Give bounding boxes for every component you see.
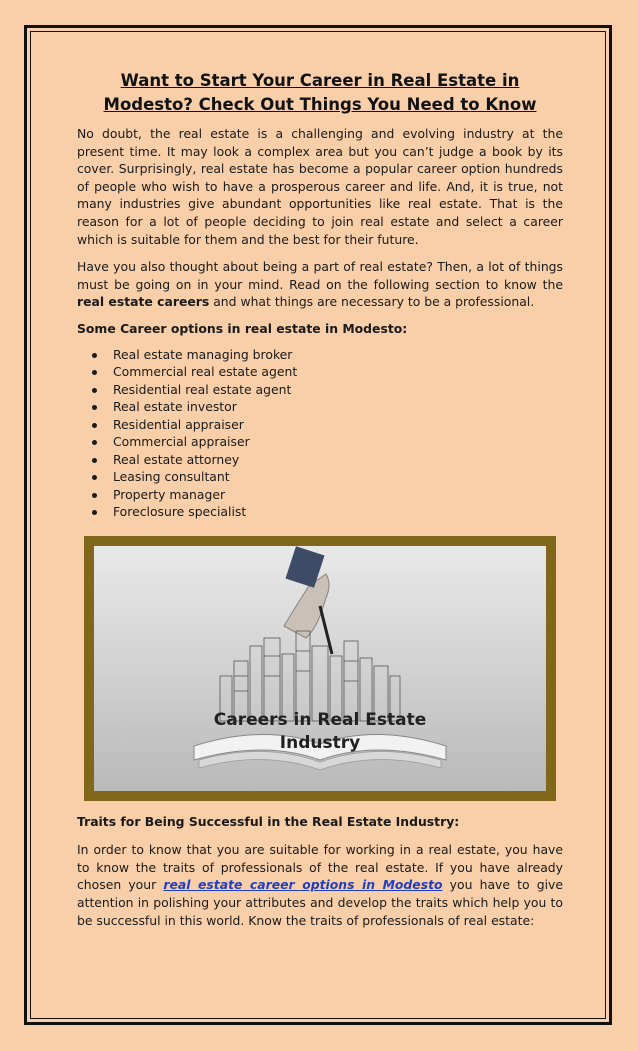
second-paragraph-text-2: and what things are necessary to be a professional. bbox=[209, 294, 535, 310]
second-paragraph bbox=[77, 258, 563, 311]
traits-paragraph-text-1: In order to know that you are suitable for working in a real estate, you have to know the traits of professionals of the real estate. If you have already chosen your bbox=[77, 842, 563, 893]
second-paragraph-text-1: Have you also thought about being a part of real estate? Then, a lot of things must be going on in your mind. Read on the following section to know the bbox=[77, 259, 563, 292]
list-item: Foreclosure specialist bbox=[113, 503, 563, 521]
career-options-list bbox=[77, 346, 563, 521]
list-item: Commercial real estate agent bbox=[113, 363, 563, 381]
page-title: Want to Start Your Career in Real Estate in Modesto? Check Out Things You Need to Know bbox=[103, 71, 537, 114]
city-sketch-icon bbox=[220, 631, 400, 721]
list-item: Real estate investor bbox=[113, 398, 563, 416]
list-item: Real estate managing broker bbox=[113, 346, 563, 364]
list-item: Real estate attorney bbox=[113, 451, 563, 469]
intro-paragraph: No doubt, the real estate is a challenging and evolving industry at the present time. It may look a complex area but you can’t judge a book by its cover. Surprisingly, real estate has become a popular career option hundreds of people who wish to have a prosperous career and life. And, it is true, not many industries give abundant opportunities like real estate. That is the reason for a lot of people deciding to join real estate and select a career which is suitable for them and the best for their future. bbox=[77, 126, 563, 247]
figure-caption-line-1: Careers in Real Estate bbox=[213, 709, 427, 730]
figure-illustration bbox=[94, 546, 546, 791]
list-item: Residential appraiser bbox=[113, 416, 563, 434]
real-estate-careers-bold: real estate careers bbox=[77, 294, 210, 310]
list-item: Commercial appraiser bbox=[113, 433, 563, 451]
career-options-heading: Some Career options in real estate in Modesto: bbox=[77, 320, 408, 336]
list-item: Residential real estate agent bbox=[113, 381, 563, 399]
document-body bbox=[77, 69, 563, 929]
traits-heading: Traits for Being Successful in the Real Estate Industry: bbox=[77, 813, 460, 829]
list-item: Property manager bbox=[113, 486, 563, 504]
figure-caption-line-2: Industry bbox=[279, 732, 361, 753]
pen-icon bbox=[320, 606, 332, 654]
list-item: Leasing consultant bbox=[113, 468, 563, 486]
figure-caption bbox=[94, 709, 546, 755]
career-options-link[interactable]: real estate career options in Modesto bbox=[163, 877, 443, 893]
careers-figure bbox=[84, 536, 556, 801]
traits-paragraph-text-2: you have to give attention in polishing your attributes and develop the traits which help you to be successful in this world. Know the traits of professionals of real estate: bbox=[77, 877, 563, 928]
traits-paragraph bbox=[77, 841, 563, 929]
